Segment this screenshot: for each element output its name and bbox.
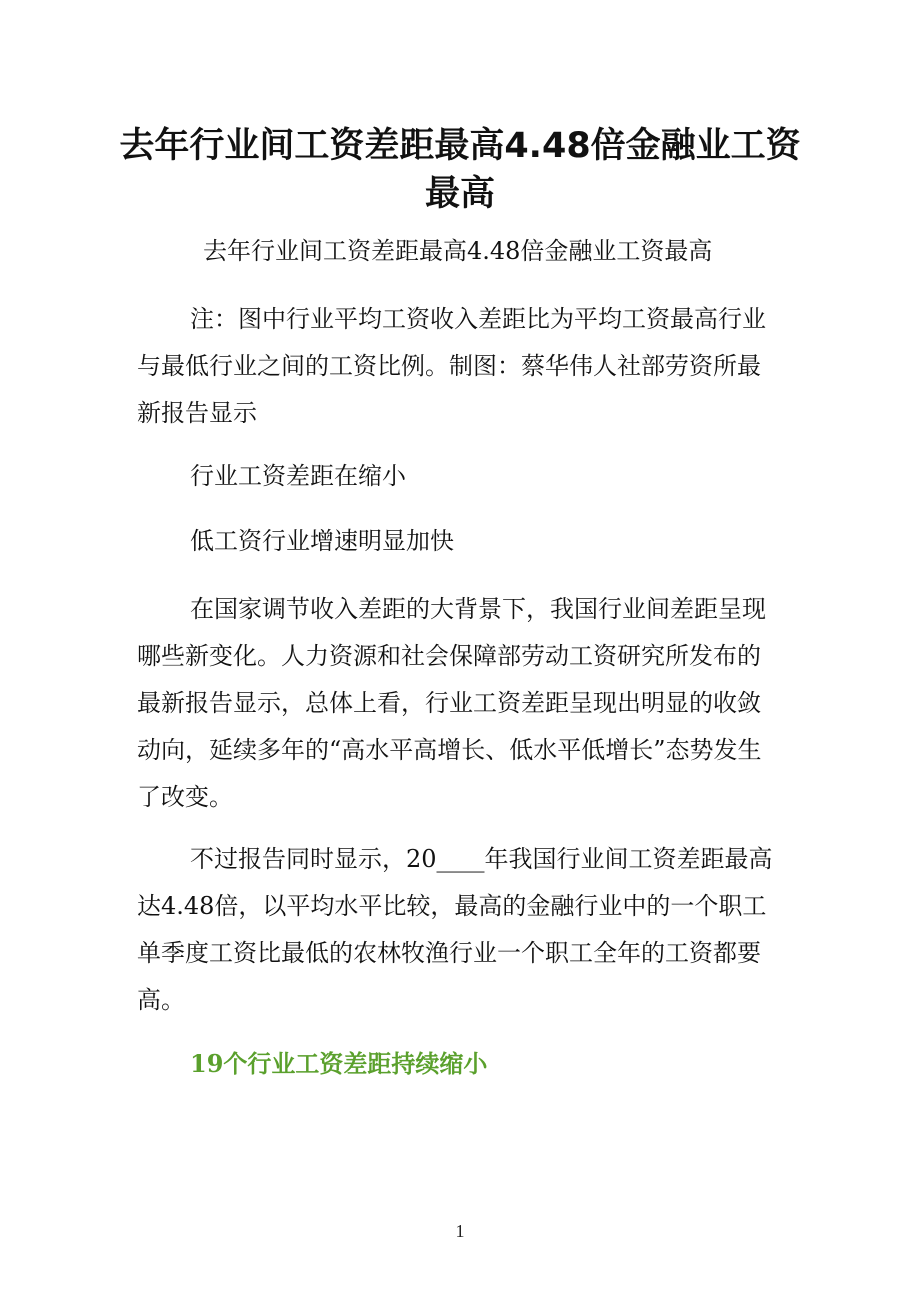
document-title: 去年行业间工资差距最高4.48倍金融业工资最高 — [119, 126, 801, 214]
subheadline-paragraph: 低工资行业增速明显加快 — [190, 527, 454, 555]
page-number: 1 — [455, 1221, 465, 1241]
chart-note-paragraph: 注：图中行业平均工资收入差距比为平均工资最高行业与最低行业之间的工资比例。制图：蔡华伟人社部劳资所最新报告显示 — [137, 305, 766, 427]
document-subtitle: 去年行业间工资差距最高4.48倍金融业工资最高 — [203, 237, 713, 265]
section-heading: 19个行业工资差距持续缩小 — [190, 1049, 488, 1078]
body-paragraph: 在国家调节收入差距的大背景下，我国行业间差距呈现哪些新变化。人力资源和社会保障部劳动工资研究所发布的最新报告显示，总体上看，行业工资差距呈现出明显的收敛动向，延续多年的“高水平高增长、低水平低增长”态势发生了改变。 — [137, 595, 766, 811]
body-paragraph: 不过报告同时显示，20____年我国行业间工资差距最高达4.48倍，以平均水平比较，最高的金融行业中的一个职工单季度工资比最低的农林牧渔行业一个职工全年的工资都要高。 — [137, 845, 773, 1014]
headline-paragraph: 行业工资差距在缩小 — [190, 462, 406, 490]
